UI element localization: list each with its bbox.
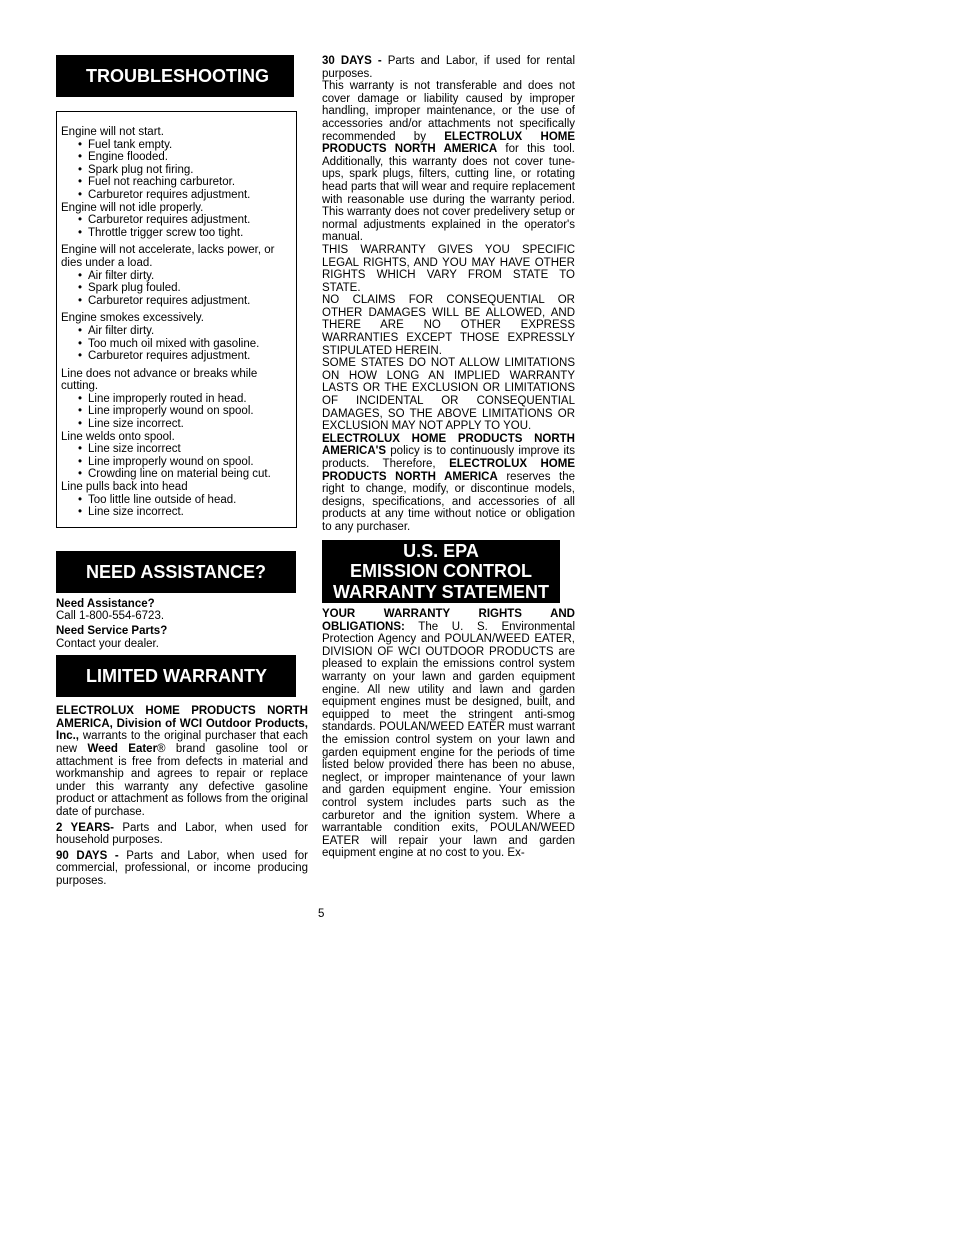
term-text: Parts and Labor, if used for rental purposes. xyxy=(322,55,575,80)
troubleshooting-group xyxy=(61,244,296,312)
warranty-no-claims: NO CLAIMS FOR CONSEQUENTIAL OR OTHER DAMAGES WILL BE ALLOWED, AND THERE ARE NO OTHER EXPRESS WARRANTIES EXCEPT THOSE EXPRESSLY STIPULATED HEREIN. xyxy=(322,294,575,357)
cause-item: • Too little line outside of head. xyxy=(78,494,296,507)
exclusions-company: ELECTROLUX HOME PRODUCTS NORTH AMERICA xyxy=(322,130,576,156)
troubleshooting-group xyxy=(61,202,296,245)
cause-list xyxy=(61,325,296,363)
cause-list xyxy=(61,393,296,431)
assistance-heading xyxy=(56,551,296,593)
warranty-legal-rights: THIS WARRANTY GIVES YOU SPECIFIC LEGAL RIGHTS, AND YOU MAY HAVE OTHER RIGHTS WHICH VARY FROM STATE TO STATE. xyxy=(322,243,575,294)
cause-list xyxy=(61,443,296,481)
cause-item: • Carburetor requires adjustment. xyxy=(78,295,296,308)
cause-item: • Too much oil mixed with gasoline. xyxy=(78,338,296,351)
cause-item: • Line improperly wound on spool. xyxy=(78,456,296,469)
warranty-term-30-days xyxy=(322,55,575,80)
warranty-term-2-years xyxy=(56,822,308,847)
problem-heading: Engine will not start. xyxy=(61,126,164,138)
cause-item: • Line improperly wound on spool. xyxy=(78,405,296,418)
cause-item: • Spark plug fouled. xyxy=(78,282,296,295)
cause-list xyxy=(61,270,296,308)
policy-text: policy is to continuously improve its products. Therefore, xyxy=(322,445,575,470)
term-label: 30 DAYS - xyxy=(322,55,382,67)
service-parts-text: Contact your dealer. xyxy=(56,637,159,650)
service-parts-label: Need Service Parts? xyxy=(56,625,168,637)
problem-heading: Engine smokes excessively. xyxy=(61,312,204,325)
assistance-label: Need Assistance? xyxy=(56,597,155,610)
troubleshooting-group xyxy=(61,126,296,202)
cause-item: • Engine flooded. xyxy=(78,151,296,164)
warranty-state-limitations: SOME STATES DO NOT ALLOW LIMITATIONS ON HOW LONG AN IMPLIED WARRANTY LASTS OR THE EXCLUSION OR LIMITATIONS OF INCIDENTAL OR CONSEQUENTIAL DAMAGES, SO THE ABOVE LIMITATIONS OR EXCLUSION MAY NOT APPLY TO YOU. xyxy=(322,357,575,433)
limited-warranty-title: LIMITED WARRANTY xyxy=(86,666,267,687)
cause-item: • Carburetor requires adjustment. xyxy=(78,214,296,227)
policy-company: ELECTROLUX HOME PRODUCTS NORTH AMERICA'S xyxy=(322,432,575,458)
warranty-policy xyxy=(322,433,575,534)
assistance-title: NEED ASSISTANCE? xyxy=(86,561,267,582)
epa-text: The U. S. Environmental Protection Agency and POULAN/WEED EATER, DIVISION OF WCI OUTDOOR PRODUCTS are pleased to explain the emissions control system warranty on your lawn and garden equipment engine. All new utility and lawn and garden equipment engines must be designed, built, and equipped to meet the stringent anti-smog standards. POULAN/WEED EATER must warrant the emission control system on your lawn and garden equipment engine for the periods of time listed below provided there has been no abuse, neglect, or improper maintenance of your lawn and garden equipment engine. Your emission control system includes parts such as the carburetor and the ignition system. Where a warrantable condition exits, POULAN/WEED EATER will repair your lawn and garden equipment engine at no cost to you. Ex- xyxy=(322,620,575,860)
cause-item: • Fuel tank empty. xyxy=(78,139,296,152)
cause-item: • Fuel not reaching carburetor. xyxy=(78,176,296,189)
limited-warranty-heading xyxy=(56,655,296,697)
cause-item: • Spark plug not firing. xyxy=(78,164,296,177)
warranty-intro-text-cont: brand gasoline tool or attachment is free from defects in material and workmanship and agrees to repair or replace under this warranty any defective gasoline product or attachment as follows from the original date of purchase. xyxy=(56,742,308,818)
warranty-intro-company: ELECTROLUX HOME PRODUCTS NORTH AMERICA, Division of WCI Outdoor Products, Inc., xyxy=(56,705,308,743)
exclusions-text: This warranty is not transferable and does not cover damage or liability caused by improper handling, improper maintenance, or the use of accessories and/or attachments not specifically recommended by xyxy=(322,80,575,143)
assistance-phone: Call 1-800-554-6723. xyxy=(56,610,165,623)
term-text: Parts and Labor, when used for household purposes. xyxy=(56,821,308,847)
problem-heading: Line welds onto spool. xyxy=(61,430,175,443)
policy-text-cont: reserves the right to change, modify, or discontinue models, designs, specifications, and accessories of all products at any time without notice or obligation to any purchaser. xyxy=(322,470,575,533)
right-column xyxy=(322,55,575,860)
cause-item: • Air filter dirty. xyxy=(78,325,296,338)
troubleshooting-group xyxy=(61,481,296,519)
term-label: 2 YEARS- xyxy=(56,821,114,834)
problem-heading: Engine will not idle properly. xyxy=(61,201,204,214)
troubleshooting-title: TROUBLESHOOTING xyxy=(86,66,269,86)
epa-title-line: EMISSION CONTROL xyxy=(349,561,532,582)
troubleshooting-box xyxy=(56,111,297,528)
cause-item: • Carburetor requires adjustment. xyxy=(78,350,296,363)
troubleshooting-group xyxy=(61,431,296,481)
epa-lead: YOUR WARRANTY RIGHTS AND OBLIGATIONS: xyxy=(322,608,575,633)
brand-name: Weed Eater xyxy=(87,742,158,755)
warranty-intro xyxy=(56,705,308,818)
cause-item: • Throttle trigger screw too tight. xyxy=(78,227,296,240)
problem-heading: Line pulls back into head xyxy=(61,481,188,494)
epa-warranty-text xyxy=(322,608,575,860)
cause-list xyxy=(61,214,296,239)
policy-company-2: ELECTROLUX HOME PRODUCTS NORTH AMERICA xyxy=(322,458,576,483)
registered-mark-icon: ® xyxy=(157,742,166,755)
cause-item: • Line improperly routed in head. xyxy=(78,393,296,406)
cause-item: • Air filter dirty. xyxy=(78,270,296,283)
cause-list xyxy=(61,494,296,519)
term-label: 90 DAYS - xyxy=(56,849,119,862)
warranty-intro-text: warrants to the original purchaser that each new xyxy=(56,730,308,755)
left-column xyxy=(56,55,308,888)
troubleshooting-heading xyxy=(56,55,294,97)
cause-item: • Crowding line on material being cut. xyxy=(78,468,296,481)
warranty-exclusions xyxy=(322,80,575,244)
page-number: 5 xyxy=(318,908,325,920)
troubleshooting-group xyxy=(61,368,296,431)
cause-list xyxy=(61,139,296,202)
exclusions-text-cont: for this tool. Additionally, this warranty does not cover tune-ups, spark plugs, filters, cutting line, or rotating head parts that will wear and require replacement with reasonable use during the warranty period. This warranty does not cover predelivery setup or normal adjustments explained in the operator's manual. xyxy=(322,143,575,244)
cause-item: • Line size incorrect. xyxy=(78,506,296,519)
troubleshooting-group xyxy=(61,312,296,367)
cause-item: • Line size incorrect xyxy=(78,443,296,456)
problem-heading: Engine will not accelerate, lacks power, or dies under a load. xyxy=(61,244,275,269)
problem-heading: Line does not advance or breaks while cutting. xyxy=(61,367,258,393)
cause-item: • Line size incorrect. xyxy=(78,418,296,431)
warranty-term-90-days xyxy=(56,850,308,888)
term-text: Parts and Labor, when used for commercial, professional, or income producing purposes. xyxy=(56,849,308,887)
cause-item: • Carburetor requires adjustment. xyxy=(78,189,296,202)
epa-title-line: U.S. EPA xyxy=(403,540,479,561)
epa-heading xyxy=(322,540,560,604)
epa-title-line: WARRANTY STATEMENT xyxy=(333,581,549,602)
